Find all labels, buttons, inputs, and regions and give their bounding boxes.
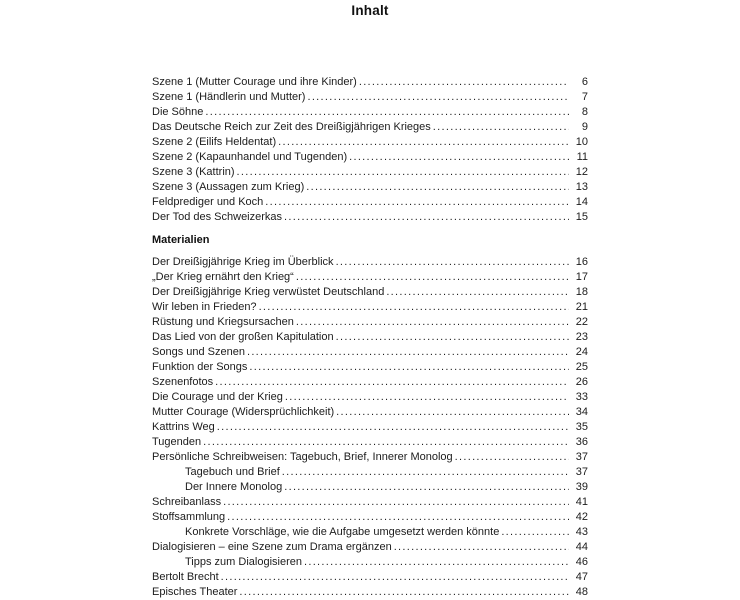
dot-leader [455,450,569,465]
toc-entry [152,135,588,150]
toc-entry-page: 16 [575,256,588,268]
toc-entry-label: Persönliche Schreibweisen: Tagebuch, Brief, Innerer Monolog [152,451,453,463]
toc-entry-label: Funktion der Songs [152,361,248,373]
toc-entry-label: Episches Theater [152,586,238,598]
toc-entry [152,375,588,390]
toc-entry-page: 37 [575,466,588,478]
toc-entry-page: 48 [575,586,588,598]
dot-leader [249,360,569,375]
toc-entry-label: Tipps zum Dialogisieren [185,556,302,568]
toc-entry-label: Feldprediger und Koch [152,196,264,208]
toc-entry-label: Dialogisieren – eine Szene zum Drama ergänzen [152,541,392,553]
toc-entry-page: 12 [575,166,588,178]
toc-entry-page: 8 [581,106,588,118]
toc-entry-label: Der Innere Monolog [185,481,283,493]
toc-entry-label: Die Courage und der Krieg [152,391,283,403]
toc-entry-page: 13 [575,181,588,193]
toc-entry [152,480,588,495]
toc-entry [152,570,588,585]
toc-entry [152,420,588,435]
toc-entry-page: 44 [575,541,588,553]
toc-entry-page: 25 [575,361,588,373]
toc-entry-label: Konkrete Vorschläge, wie die Aufgabe umgesetzt werden könnte [185,526,500,538]
toc-entry [152,390,588,405]
toc-entry-page: 22 [575,316,588,328]
toc-entry-label: Songs und Szenen [152,346,245,358]
toc-entry-label: Tagebuch und Brief [185,466,280,478]
toc-entry [152,540,588,555]
dot-leader [203,435,569,450]
dot-leader [306,180,569,195]
dot-leader [433,120,569,135]
toc-entry [152,345,588,360]
toc-entry-page: 47 [575,571,588,583]
toc-entry [152,555,588,570]
toc-entry-page: 7 [581,91,588,103]
toc-entry-page: 46 [575,556,588,568]
dot-leader [259,300,569,315]
toc-entry-label: Wir leben in Frieden? [152,301,257,313]
toc-entry [152,270,588,285]
toc-entry-page: 24 [575,346,588,358]
dot-leader [239,585,569,600]
toc-entry-page: 18 [575,286,588,298]
toc-entry-page: 39 [575,481,588,493]
toc-entry-page: 41 [575,496,588,508]
section-heading: Materialien [152,234,210,246]
toc-entry [152,255,588,270]
dot-leader [307,90,569,105]
dot-leader [247,345,569,360]
dot-leader [394,540,569,555]
toc-entry-page: 26 [575,376,588,388]
toc-entry-page: 37 [575,451,588,463]
toc-entry-page: 11 [576,151,588,163]
toc-entry-label: „Der Krieg ernährt den Krieg“ [152,271,294,283]
toc-entry-page: 9 [581,121,588,133]
toc-entry [152,75,588,90]
dot-leader [296,270,569,285]
toc-entry-label: Schreibanlass [152,496,222,508]
toc-entry [152,300,588,315]
toc-entry-label: Tugenden [152,436,202,448]
toc-entry [152,105,588,120]
toc-entry-label: Szene 2 (Eilifs Heldentat) [152,136,277,148]
dot-leader [336,405,569,420]
toc-entry [152,450,588,465]
toc-entry [152,285,588,300]
toc-entry-page: 17 [575,271,588,283]
toc-entry-label: Szenenfotos [152,376,214,388]
toc-entry [152,495,588,510]
dot-leader [359,75,569,90]
dot-leader [336,330,569,345]
toc-entry [152,330,588,345]
toc-entry [152,525,588,540]
toc-entry-label: Szene 1 (Mutter Courage und ihre Kinder) [152,76,357,88]
dot-leader [296,315,569,330]
toc-entry [152,210,588,225]
dot-leader [227,510,569,525]
toc-entry [152,90,588,105]
dot-leader [215,375,569,390]
toc-entry-page: 15 [575,211,588,223]
toc-entry-label: Mutter Courage (Widersprüchlichkeit) [152,406,335,418]
dot-leader [278,135,569,150]
dot-leader [501,525,569,540]
toc-entry-page: 6 [581,76,588,88]
dot-leader [304,555,569,570]
toc-entry-label: Szene 2 (Kapaunhandel und Tugenden) [152,151,348,163]
toc-entry-page: 10 [575,136,588,148]
toc-entry [152,465,588,480]
toc-entry-label: Stoffsammlung [152,511,226,523]
table-of-contents [152,75,588,600]
toc-entry [152,150,588,165]
toc-entry [152,435,588,450]
toc-entry [152,165,588,180]
toc-entry [152,120,588,135]
toc-entry-page: 33 [575,391,588,403]
toc-entry [152,195,588,210]
toc-entry-label: Szene 1 (Händlerin und Mutter) [152,91,306,103]
toc-entry [152,405,588,420]
dot-leader [237,165,569,180]
toc-entry-label: Der Dreißigjährige Krieg verwüstet Deutschland [152,286,385,298]
toc-entry-page: 35 [575,421,588,433]
dot-leader [284,210,569,225]
dot-leader [223,495,569,510]
toc-entry-page: 43 [575,526,588,538]
toc-entry [152,315,588,330]
dot-leader [221,570,569,585]
dot-leader [265,195,569,210]
toc-entry-page: 34 [575,406,588,418]
dot-leader [336,255,569,270]
toc-entry-label: Das Lied von der großen Kapitulation [152,331,334,343]
toc-entry-label: Die Söhne [152,106,204,118]
toc-entry-label: Das Deutsche Reich zur Zeit des Dreißigjährigen Krieges [152,121,431,133]
toc-entry-page: 36 [575,436,588,448]
toc-entry-page: 21 [575,301,588,313]
toc-entry-page: 14 [575,196,588,208]
toc-entry-label: Szene 3 (Aussagen zum Krieg) [152,181,305,193]
toc-entry-label: Der Dreißigjährige Krieg im Überblick [152,256,334,268]
dot-leader [217,420,569,435]
toc-entry [152,510,588,525]
toc-entry [152,360,588,375]
toc-entry-label: Kattrins Weg [152,421,215,433]
toc-entry-label: Szene 3 (Kattrin) [152,166,235,178]
toc-entry [152,585,588,600]
page-title: Inhalt [351,3,389,18]
dot-leader [349,150,569,165]
toc-entry-page: 23 [575,331,588,343]
dot-leader [386,285,569,300]
toc-entry-label: Bertolt Brecht [152,571,219,583]
toc-entry-label: Rüstung und Kriegsursachen [152,316,294,328]
toc-entry-label: Der Tod des Schweizerkas [152,211,283,223]
dot-leader [284,480,569,495]
dot-leader [285,390,569,405]
dot-leader [205,105,569,120]
toc-entry-page: 42 [575,511,588,523]
dot-leader [282,465,569,480]
toc-entry [152,180,588,195]
